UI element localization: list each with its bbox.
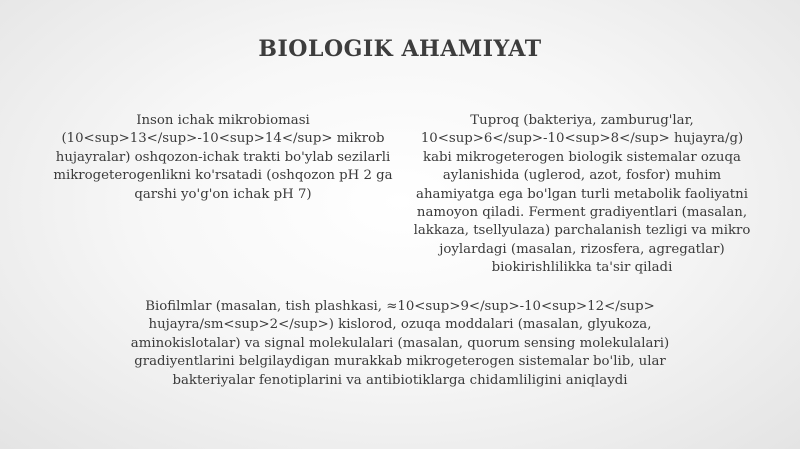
paragraph-biofilms: Biofilmlar (masalan, tish plashkasi, ≈10<sup>9</sup>-10<sup>12</sup> hujayra/sm<sup>2</sup>) kislorod, ozuqa moddalari (masalan, glyukoza, aminokislotalar) va signal molekulalari (masalan, quorum sensing molekulalari) gradiyentlarini belgilaydigan murakkab mikrogeterogen sistemalar bo'lib, ular bakteriyalar fenotiplarini va antibiotiklarga chidamliligini aniqlaydi (130, 299, 670, 388)
paragraph-soil-systems: Tuproq (bakteriya, zamburug'lar, 10<sup>6</sup>-10<sup>8</sup> hujayra/g) kabi mikrogeterogen biologik sistemalar ozuqa aylanishida (uglerod, azot, fosfor) muhim ahamiyatga ega bo'lgan turli metabolik faoliyatni namoyon qiladi. Ferment gradiyentlari (masalan, lakkaza, tsellyulaza) parchalanish tezligi va mikro joylardagi (masalan, rizosfera, agregatlar) biokirishlilikka ta'sir qiladi (413, 113, 751, 276)
paragraph-gut-microbiome: Inson ichak mikrobiomasi (10<sup>13</sup>-10<sup>14</sup> mikrob hujayralar) oshqozon-ichak trakti bo'ylab sezilarli mikrogeterogenlikni ko'rsatadi (oshqozon pH 2 ga qarshi yo'g'on ichak pH 7) (53, 113, 393, 202)
slide-title: BIOLOGIK AHAMIYAT (258, 36, 542, 62)
